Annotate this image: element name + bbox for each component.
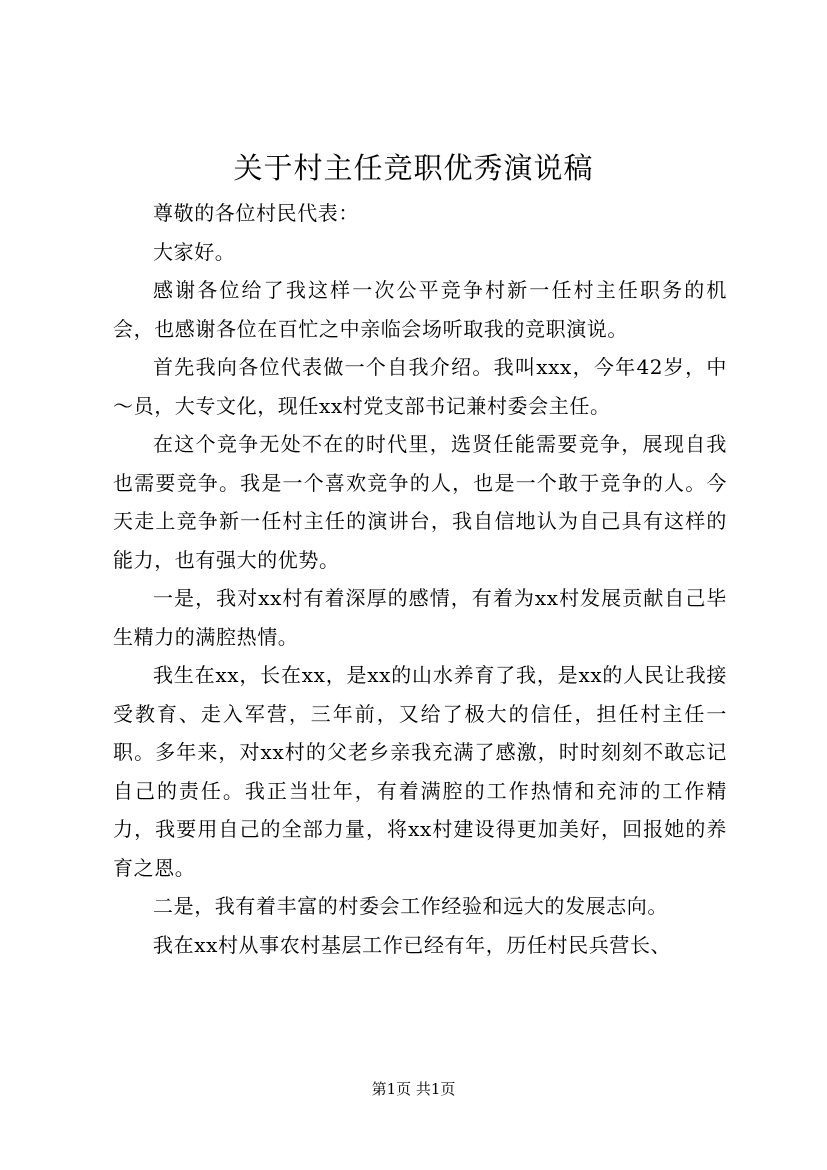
paragraph-competition: 在这个竞争无处不在的时代里，选贤任能需要竞争，展现自我也需要竞争。我是一个喜欢竞争的人，也是一个敢于竞争的人。今天走上竞争新一任村主任的演讲台，我自信地认为自己具有这样的能力，也有强大的优势。 bbox=[113, 432, 727, 572]
paragraph-introduction: 首先我向各位代表做一个自我介绍。我叫xxx，今年42岁，中～员，大专文化，现任xx村党支部书记兼村委会主任。 bbox=[113, 355, 727, 418]
paragraph-experience: 我在xx村从事农村基层工作已经有年，历任村民兵营长、 bbox=[153, 932, 672, 957]
paragraph-salutation: 尊敬的各位村民代表： bbox=[153, 201, 359, 225]
paragraph-greeting: 大家好。 bbox=[153, 239, 236, 264]
paragraph-point-one: 一是，我对xx村有着深厚的感情，有着为xx村发展贡献自己毕生精力的满腔热情。 bbox=[113, 586, 727, 649]
paragraph-background: 我生在xx，长在xx，是xx的山水养育了我，是xx的人民让我接受教育、走入军营，三年前，又给了极大的信任，担任村主任一职。多年来，对xx村的父老乡亲我充满了感激，时时刻刻不敢忘记自己的责任。我正当壮年，有着满腔的工作热情和充沛的工作精力，我要用自己的全部力量，将xx村建设得更加美好，回报她的养育之恩。 bbox=[113, 663, 727, 880]
paragraph-point-two: 二是，我有着丰富的村委会工作经验和远大的发展志向。 bbox=[153, 894, 668, 918]
paragraph-thanks: 感谢各位给了我这样一次公平竞争村新一任村主任职务的机会，也感谢各位在百忙之中亲临会场听取我的竞职演说。 bbox=[113, 278, 727, 341]
page-number-footer: 第1页 共1页 bbox=[371, 1080, 456, 1098]
document-title: 关于村主任竞职优秀演说稿 bbox=[233, 151, 594, 185]
document-body bbox=[113, 194, 727, 964]
